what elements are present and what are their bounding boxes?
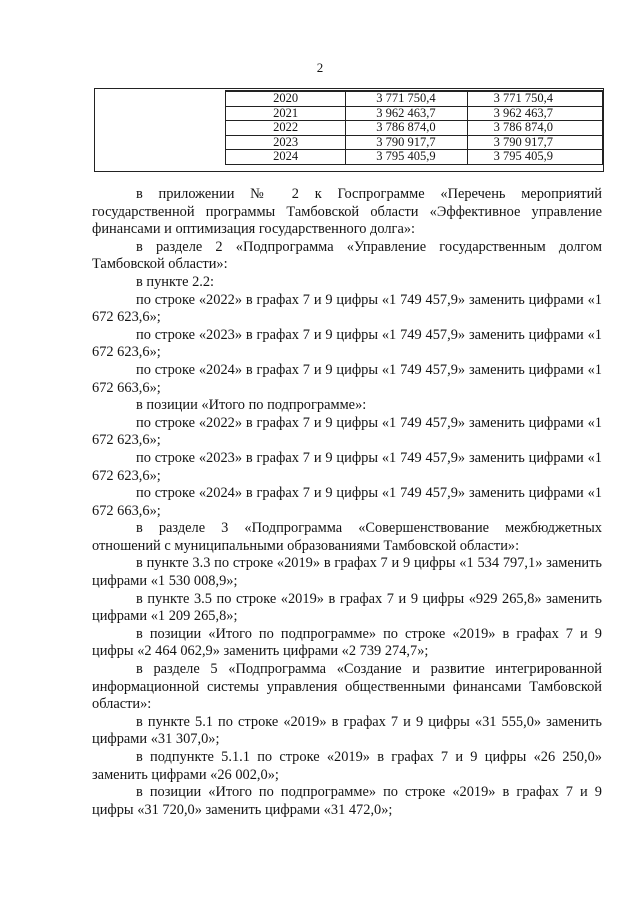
paragraph: в приложении № 2 к Госпрограмме «Перечень мероприятий государственной программы Тамбовской области «Эффективное управление финансами и оптимизация государственного долга»: [92,186,602,238]
funding-subtable [225,90,603,165]
amount-cell: 3 786 874,0 [346,121,467,136]
amount-cell: 3 790 917,7 [346,135,467,150]
year-cell: 2024 [226,150,346,165]
paragraph: по строке «2023» в графах 7 и 9 цифры «1 749 457,9» заменить цифрами «1 672 623,6»; [92,326,602,361]
paragraph: в разделе 5 «Подпрограмма «Создание и развитие интегрированной информационной системы управления общественными финансами Тамбовской области»: [92,661,602,713]
amount-cell: 3 771 750,4 [467,91,602,106]
paragraph: в пункте 5.1 по строке «2019» в графах 7 и 9 цифры «31 555,0» заменить цифрами «31 307,0»; [92,713,602,748]
paragraph: в пункте 3.3 по строке «2019» в графах 7 и 9 цифры «1 534 797,1» заменить цифрами «1 530 008,9»; [92,555,602,590]
paragraph: в позиции «Итого по подпрограмме» по строке «2019» в графах 7 и 9 цифры «31 720,0» заменить цифрами «31 472,0»; [92,784,602,818]
amount-cell: 3 962 463,7 [467,106,602,121]
paragraph: в позиции «Итого по подпрограмме» по строке «2019» в графах 7 и 9 цифры «2 464 062,9» заменить цифрами «2 739 274,7»; [92,625,602,660]
paragraph: в разделе 3 «Подпрограмма «Совершенствование межбюджетных отношений с муниципальными образованиями Тамбовской области»: [92,520,602,554]
amount-cell: 3 795 405,9 [346,150,467,165]
table-row [226,91,603,106]
paragraph: по строке «2022» в графах 7 и 9 цифры «1 749 457,9» заменить цифрами «1 672 623,6»; [92,414,602,449]
amount-cell: 3 795 405,9 [467,150,602,165]
year-cell: 2020 [226,91,346,106]
year-cell: 2022 [226,121,346,136]
year-cell: 2021 [226,106,346,121]
year-cell: 2023 [226,135,346,150]
paragraph: в подпункте 5.1.1 по строке «2019» в графах 7 и 9 цифры «26 250,0» заменить цифрами «26 002,0»; [92,749,602,783]
amendment-text [92,186,602,819]
paragraph: в позиции «Итого по подпрограмме»: [136,397,367,414]
paragraph: по строке «2022» в графах 7 и 9 цифры «1 749 457,9» заменить цифрами «1 672 623,6»; [92,291,602,326]
paragraph: в пункте 3.5 по строке «2019» в графах 7 и 9 цифры «929 265,8» заменить цифрами «1 209 265,8»; [92,590,602,625]
paragraph: в пункте 2.2: [136,273,215,290]
paragraph: по строке «2024» в графах 7 и 9 цифры «1 749 457,9» заменить цифрами «1 672 663,6»; [92,485,602,519]
paragraph: по строке «2024» в графах 7 и 9 цифры «1 749 457,9» заменить цифрами «1 672 663,6»; [92,361,602,396]
amount-cell: 3 790 917,7 [467,135,602,150]
table-row [226,135,603,150]
table-row [226,121,603,136]
paragraph: по строке «2023» в графах 7 и 9 цифры «1 749 457,9» заменить цифрами «1 672 623,6»; [92,449,602,484]
funding-table [94,88,604,172]
amount-cell: 3 771 750,4 [346,91,467,106]
table-row [226,150,603,165]
amount-cell: 3 786 874,0 [467,121,602,136]
paragraph: в разделе 2 «Подпрограмма «Управление государственным долгом Тамбовской области»: [92,238,602,273]
table-row [226,106,603,121]
amount-cell: 3 962 463,7 [346,106,467,121]
page-number: 2 [316,60,324,75]
